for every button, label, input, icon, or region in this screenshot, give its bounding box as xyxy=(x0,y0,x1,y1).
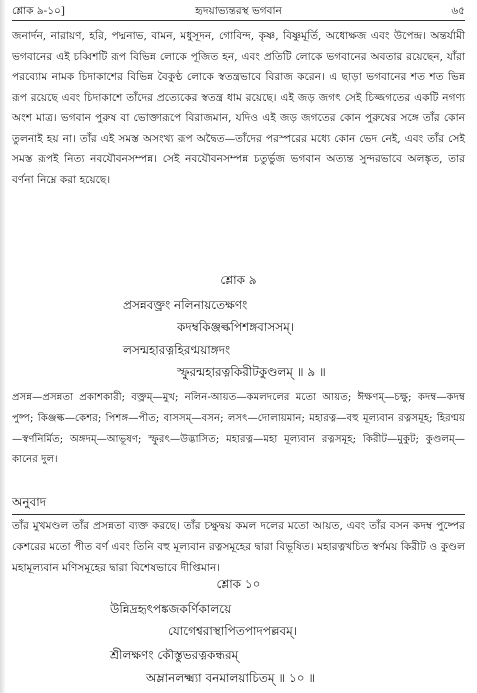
verse-9-line-2: কদম্বকিঞ্জল্কপিশঙ্গবাসসম্। xyxy=(177,320,295,334)
running-header xyxy=(12,2,465,21)
header-verse-range: শ্লোক ৯-১০] xyxy=(12,5,65,17)
verse-10-line-2: যোগেশ্বরাস্থাপিতপাদপল্লবম্। xyxy=(168,624,298,638)
translation-heading: অনুবাদ xyxy=(12,495,47,509)
verse-10-heading: শ্লোক ১০ xyxy=(216,577,261,591)
verse-10-line-4: অম্লানলক্ষ্ম্যা বনমালয়াচিতম্ ॥ ১০ ॥ xyxy=(146,671,316,685)
verse-9-line-4: স্ফুরন্মহারত্নকিরীটকুণ্ডলম্ ॥ ৯ ॥ xyxy=(177,365,326,379)
verse-9-line-1: প্রসন্নবক্ত্রং নলিনায়তেক্ষণং xyxy=(123,298,248,312)
verse-10-line-1: উন্নিদ্রহৃৎপঙ্কজকর্ণিকালয়ে xyxy=(110,602,232,616)
verse-9-heading: শ্লোক ৯ xyxy=(220,273,257,287)
verse-9-translation: তাঁর মুখমণ্ডল তাঁর প্রসন্নতা ব্যক্ত করছে। তাঁর চক্ষুদ্বয় কমল দলের মতো আয়ত, এবং তাঁর বসন কদম্ব পুষ্পের কেশরের মতো পীত বর্ণ এবং তিনি বহু মূল্যবান রত্নসমূহের দ্বারা বিভূষিত। মহারত্নখচিত স্বর্ণময় কিরীট ও কুণ্ডল মহামূল্যবান মণিসমূহের দ্বারা বিশেষভাবে দীপ্তিমান। xyxy=(12,520,465,574)
intro-paragraph: জনার্দন, নারায়ণ, হরি, পদ্মনাভ, বামন, মধুসূদন, গোবিন্দ, কৃষ্ণ, বিষ্ণুমূর্তি, অধোক্ষজ এবং উপেন্দ্র। অন্তর্যামী ভগবানের এই চব্বিশটি রূপ বিভিন্ন লোকে পূজিত হন, এবং প্রতিটি লোকে ভগবানের অবতার রয়েছেন, যাঁরা পরব্যোম নামক চিদাকাশের বিভিন্ন বৈকুণ্ঠ লোকে স্বতন্ত্রভাবে বিরাজ করেন। এ ছাড়া ভগবানের শত শত ভিন্ন রূপ রয়েছে এবং চিদাকাশে তাঁদের প্রত্যেকের স্বতন্ত্র ধাম রয়েছে। এই জড় জগৎ সেই চিজ্জগতের একটি নগণ্য অংশ মাত্র। ভগবান পুরুষ বা ভোক্তারূপে বিরাজমান, যদিও এই জড় জগতের কোন পুরুষের সঙ্গে তাঁর কোন তুলনাই হয় না। তাঁর এই সমস্ত অসংখ্য রূপ অদ্বৈত—তাঁদের পরস্পরের মধ্যে কোন ভেদ নেই, এবং তাঁর সেই সমস্ত রূপই নিত্য নবযৌবনসম্পন্ন। সেই নবযৌবনসম্পন্ন চতুর্ভুজ ভগবান অত্যন্ত সুন্দরভাবে অলঙ্কৃত, তার বর্ণনা নিম্নে করা হয়েছে। xyxy=(12,30,465,186)
verse-9-synonyms: প্রসন্ন—প্রসন্নতা প্রকাশকারী; বক্ত্রম্—মুখ; নলিন-আয়ত—কমলদলের মতো আয়ত; ঈক্ষণম্—চক্ষু; কদম্ব—কদম্ব পুষ্প; কিঞ্জল্ক—কেশর; পিশঙ্গ—পীত; বাসসম্—বসন; লসৎ—দোলায়মান; মহারত্ন—বহু মূল্যবান রত্নসমূহ; হিরণ্ময়—স্বর্ণনির্মিত; অঙ্গদম্—আভূষণ; স্ফুরৎ—উদ্ভাসিত; মহারত্ন—মহা মূল্যবান রত্নসমূহ; কিরীট—মুকুট; কুণ্ডলম্—কানের দুল। xyxy=(12,392,465,466)
header-title: হৃদয়াভ্যন্তরস্থ ভগবান xyxy=(195,5,282,17)
verse-10-line-3: শ্রীলক্ষণং কৌস্তুভরত্নকন্ধরম্ xyxy=(110,648,239,662)
translation-rule xyxy=(12,514,465,515)
verse-9-line-3: লসন্মহারত্নহিরণ্ময়াঙ্গদং xyxy=(123,343,231,357)
page-number: ৬৫ xyxy=(451,5,465,17)
